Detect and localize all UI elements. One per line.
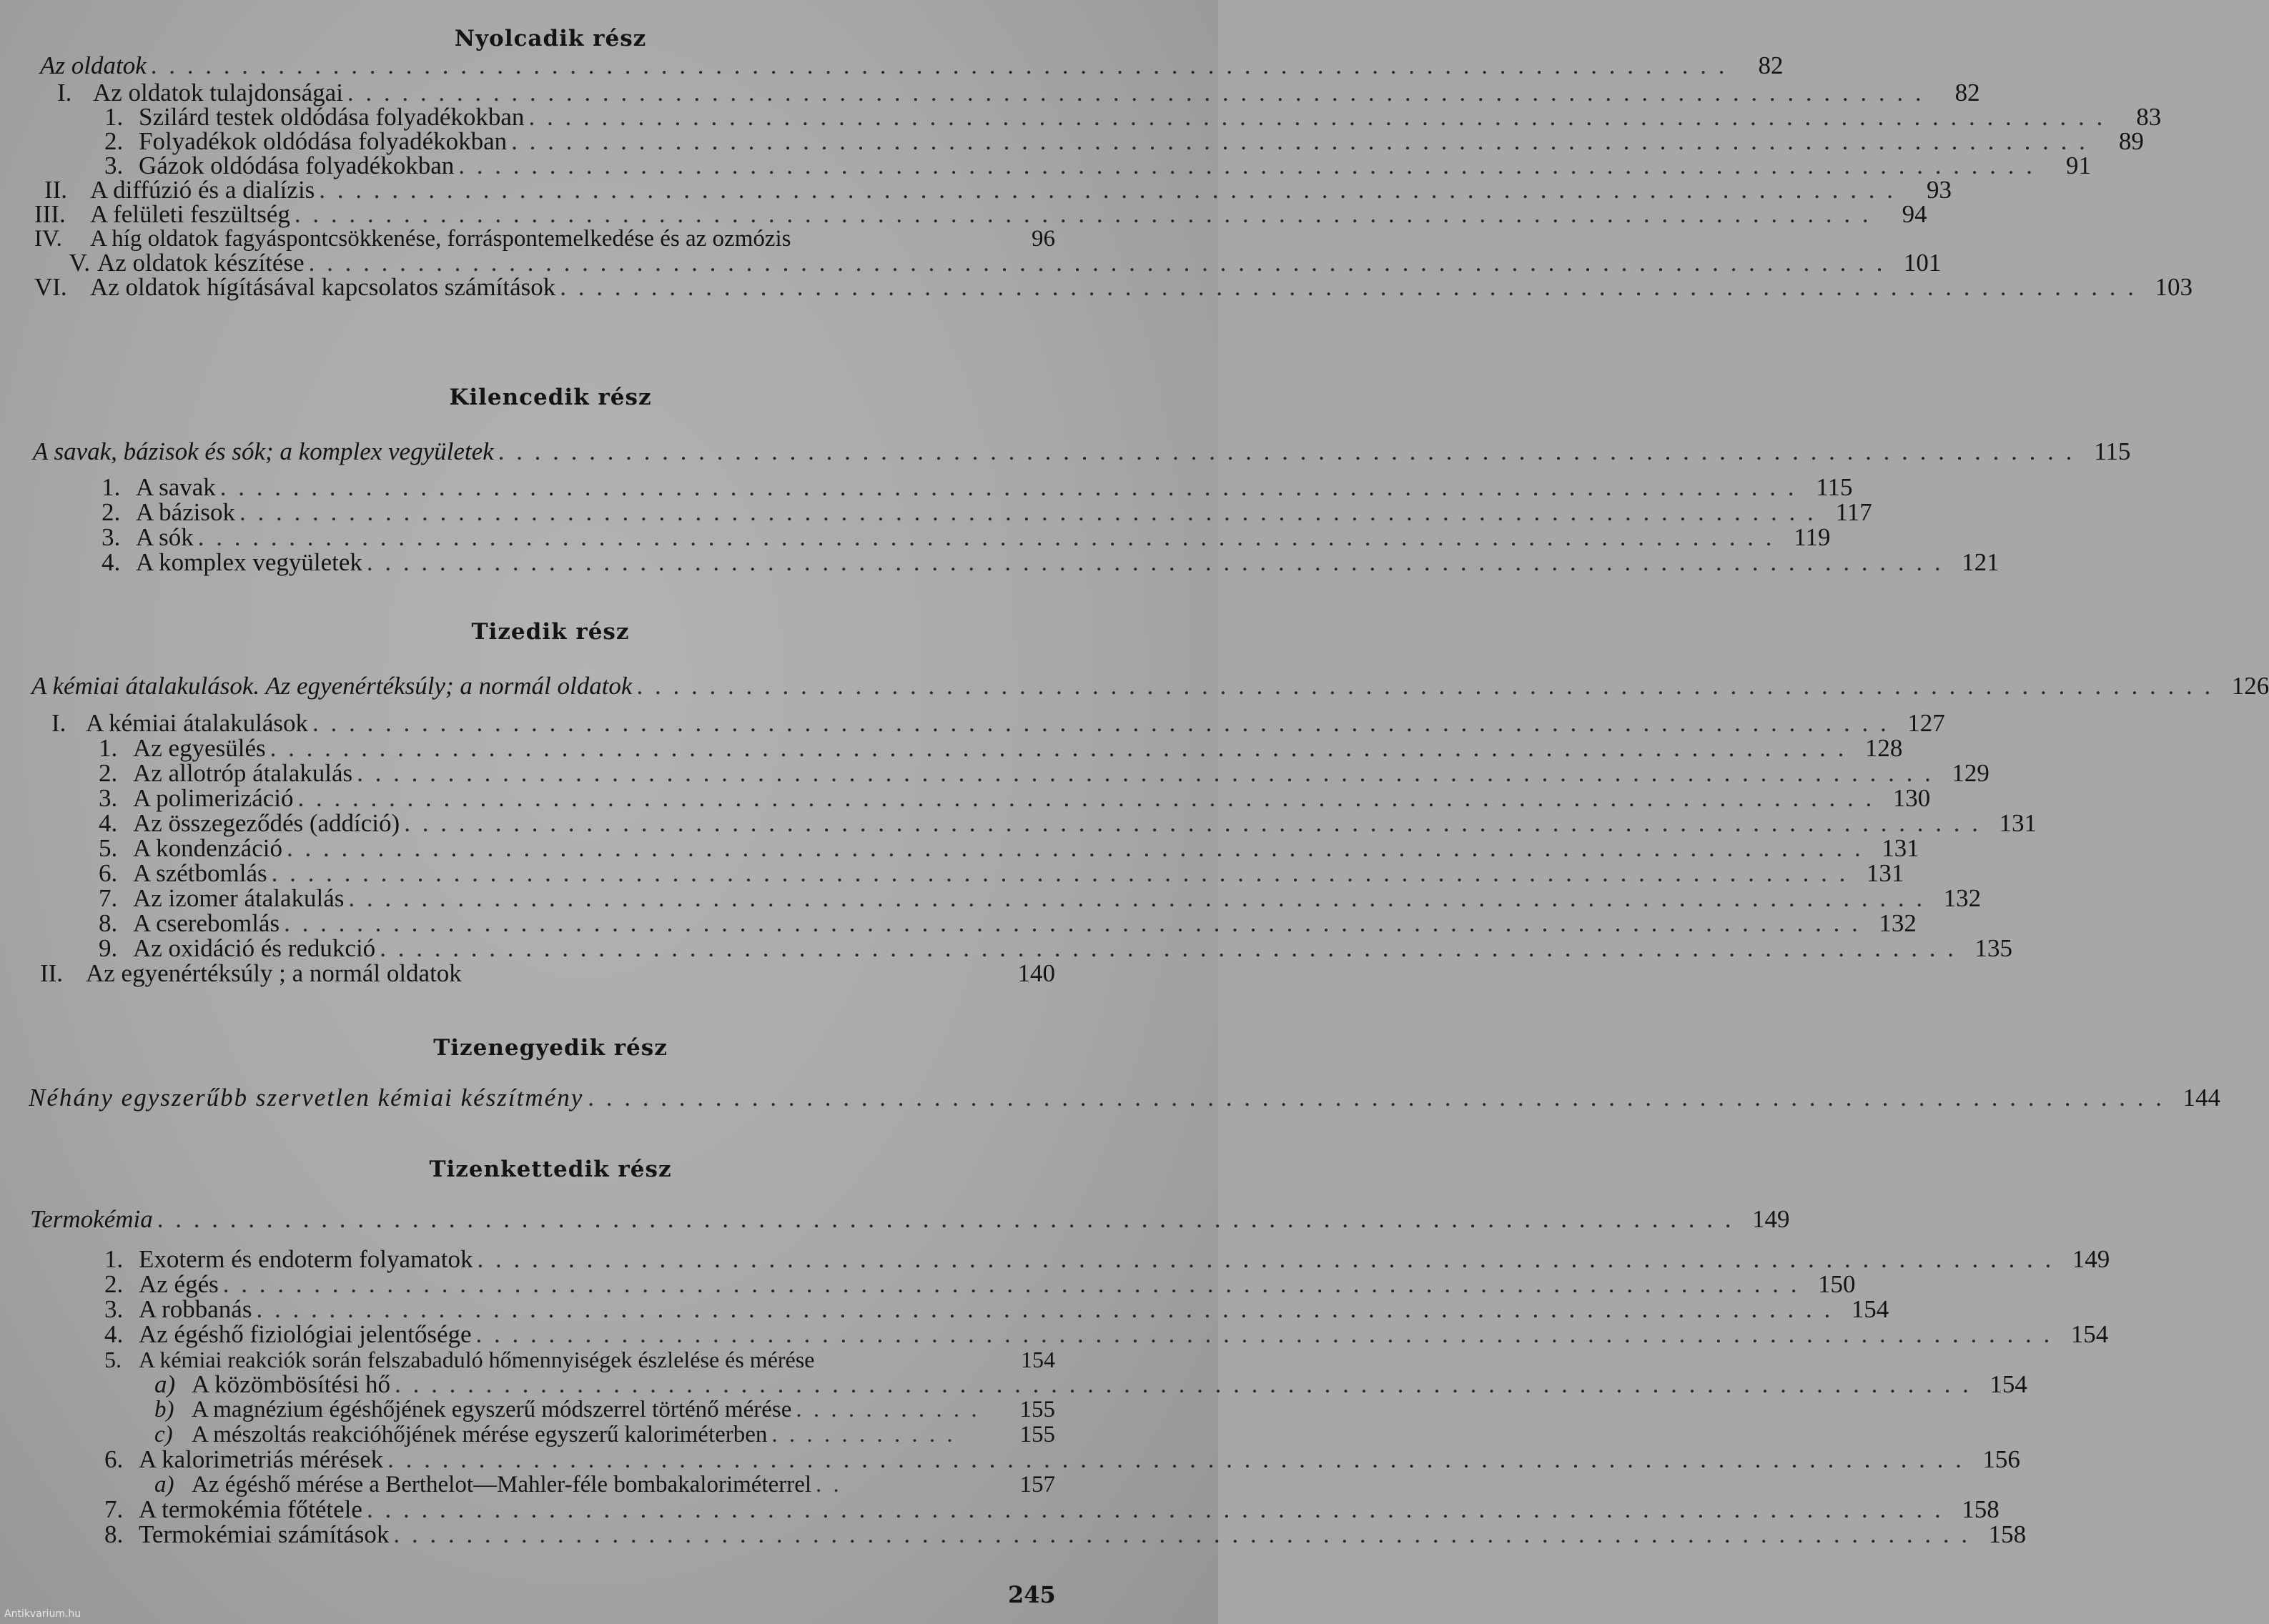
- entry-page: 131: [1866, 859, 1904, 887]
- entry-label: Az égéshő fiziológiai jelentősége: [139, 1320, 472, 1348]
- toc-entry: [30, 1205, 1790, 1233]
- entry-number: a): [154, 1472, 174, 1497]
- entry-label: Termokémia: [30, 1205, 153, 1233]
- toc-entry: [99, 784, 1931, 812]
- leader-dots: [466, 961, 999, 986]
- entry-label: Az izomer átalakulás: [133, 884, 345, 912]
- entry-label: A robbanás: [139, 1295, 252, 1323]
- entry-number: 9.: [99, 934, 118, 962]
- entry-number: I.: [51, 709, 66, 737]
- entry-page: 131: [1882, 834, 1919, 862]
- entry-number: 4.: [104, 1320, 124, 1348]
- toc-entry: [104, 1445, 2020, 1473]
- entry-label: A közömbösítési hő: [192, 1370, 391, 1398]
- entry-number: 1.: [104, 1245, 124, 1273]
- leader-dots: . . . . . . . . . . . . . . . . . . . . . . . . . . . . . . . . . . . . . . . . . . . . . . . . . . . . . . . . . . . . . . . . . . . . . . . . . . . . . . . . . . . . . . .: [222, 1270, 1800, 1298]
- leader-dots: . . . . . . . . . . . . . . . . . . . . . . . . . . . . . . . . . . . . . . . . . . . . . . . . . . . . . . . . . . . . . . . . . . . . . . . . . . . . . . . . . . . . . . .: [357, 759, 1934, 787]
- entry-number: V.: [69, 249, 90, 277]
- entry-page: 157: [1019, 1472, 1055, 1497]
- entry-page: 128: [1864, 734, 1903, 762]
- toc-entry: [154, 1370, 2027, 1398]
- entry-page: 132: [1943, 884, 1982, 912]
- toc-entry: [99, 834, 1919, 862]
- entry-number: 3.: [102, 523, 121, 551]
- leader-dots: . . . . . . . . . . . . . . . . . . . . . . . . . . . . . . . . . . . . . . . . . . . . . . . . . . . . . . . . . . . . . . . . . . . . . . . . . . . . . . . . . . . . . . .: [498, 437, 2075, 465]
- leader-dots: . . . . . . . . . . . . . . . . . . . . . . . . . . . . . . . . . . . . . . . . . . . . . . . . . . . . . . . . . . . . . . . . . . . . . . . . . . . . . . . . . . . . . . .: [239, 498, 1816, 526]
- entry-label: Az összegeződés (addíció): [133, 809, 400, 837]
- toc-entry: [104, 1245, 2110, 1273]
- entry-number: 3.: [99, 784, 118, 812]
- leader-dots: . . . . . . . . . . . . . . . . . . . . . . . . . . . . . . . . . . . . . . . . . . . . . . . . . . . . . . . . . . . . . . . . . . . . . . . . . . . . . . . . . . . . . . .: [219, 473, 1797, 501]
- toc-entry: [99, 909, 1917, 937]
- entry-page: 156: [1982, 1445, 2020, 1473]
- toc-entry: [31, 672, 2269, 700]
- entry-number: 2.: [99, 759, 118, 787]
- section-heading: Tizedik rész: [471, 619, 630, 645]
- leader-dots: . . . . . . . . . . .: [771, 1422, 956, 1447]
- entry-number: II.: [40, 959, 64, 987]
- entry-label: A szétbomlás: [133, 859, 267, 887]
- section-heading: Nyolcadik rész: [454, 26, 647, 51]
- entry-number: 7.: [104, 1495, 124, 1523]
- entry-page: 119: [1794, 523, 1831, 551]
- toc-entry: [34, 273, 2193, 301]
- toc-entry: [154, 1397, 1055, 1422]
- toc-entry: [40, 961, 1055, 986]
- entry-page: 127: [1907, 709, 1945, 737]
- entry-label: A kondenzáció: [133, 834, 282, 862]
- entry-label: Az oldatok készítése: [97, 249, 305, 277]
- toc-entry: [154, 1422, 1055, 1447]
- toc-entry: [34, 226, 1055, 252]
- page-number: 245: [1008, 1581, 1056, 1608]
- entry-page: 154: [2070, 1320, 2109, 1348]
- entry-label: Az egyesülés: [133, 734, 266, 762]
- entry-page: 82: [1758, 51, 1784, 79]
- toc-entry: [34, 200, 1927, 228]
- toc-entry: [104, 1295, 1889, 1323]
- toc-entry: [29, 1084, 2220, 1111]
- entry-page: 154: [1989, 1370, 2027, 1398]
- leader-dots: . . . . . . . . . . . . . . . . . . . . . . . . . . . . . . . . . . . . . . . . . . . . . . . . . . . . . . . . . . . . . . . . . . . . . . . . . . . . . . . . . . . . . . .: [393, 1520, 1971, 1548]
- entry-number: 2.: [104, 1270, 124, 1298]
- entry-label: Az oxidáció és redukció: [133, 934, 376, 962]
- entry-page: 115: [1816, 473, 1853, 501]
- leader-dots: . . . . . . . . . . . . . . . . . . . . . . . . . . . . . . . . . . . . . . . . . . . . . . . . . . . . . . . . . . . . . . . . . . . . . . . . . . . . . . . . . . . . . . .: [366, 1495, 1944, 1523]
- toc-entry: [99, 759, 1989, 787]
- entry-label: A termokémia főtétele: [139, 1495, 362, 1523]
- entry-page: 101: [1903, 249, 1942, 277]
- toc-entry: [104, 1347, 1055, 1372]
- toc-entry: [104, 127, 2144, 155]
- toc-entry: [104, 1495, 1999, 1523]
- leader-dots: . . . . . . . . . . . . . . . . . . . . . . . . . . . . . . . . . . . . . . . . . . . . . . . . . . . . . . . . . . . . . . . . . . . . . . . . . . . . . . . . . . . . . . .: [270, 734, 1847, 762]
- leader-dots: . . . . . . . . . . . . . . . . . . . . . . . . . . . . . . . . . . . . . . . . . . . . . . . . . . . . . . . . . . . . . . . . . . . . . . . . . . . . . . . . . . . . . . .: [319, 176, 1897, 204]
- toc-entry: [104, 1520, 2027, 1548]
- leader-dots: . . . . . . . . . . . . . . . . . . . . . . . . . . . . . . . . . . . . . . . . . . . . . . . . . . . . . . . . . . . . . . . . . . . . . . . . . . . . . . . . . . . . . . .: [157, 1205, 1734, 1233]
- toc-entry: [44, 176, 1952, 204]
- entry-label: Az egyenértéksúly ; a normál oldatok: [86, 959, 462, 987]
- leader-dots: . . . . . . . . . . . . . . . . . . . . . . . . . . . . . . . . . . . . . . . . . . . . . . . . . . . . . . . . . . . . . . . . . . . . . . . . . . . . . . . . . . . . . . .: [297, 784, 1875, 812]
- watermark: Antikvarium.hu: [4, 1608, 81, 1620]
- toc-entry: [104, 1270, 1856, 1298]
- entry-label: A savak: [136, 473, 216, 501]
- toc-entry: [102, 548, 1999, 576]
- entry-page: 158: [1962, 1495, 1999, 1523]
- entry-page: 132: [1879, 909, 1917, 937]
- entry-label: A mészoltás reakcióhőjének mérése egyszerű kaloriméterben: [192, 1422, 768, 1447]
- entry-label: A kémiai reakciók során felszabaduló hőmennyiségek észlelése és mérése: [139, 1347, 815, 1372]
- entry-number: 2.: [102, 498, 121, 526]
- entry-label: A sók: [136, 523, 194, 551]
- leader-dots: . . . . . . . . . . . . . . . . . . . . . . . . . . . . . . . . . . . . . . . . . . . . . . . . . . . . . . . . . . . . . . . . . . . . . . . . . . . . . . . . . . . . . . .: [366, 548, 1944, 576]
- leader-dots: . . . . . . . . . . . . . . . . . . . . . . . . . . . . . . . . . . . . . . . . . . . . . . . . . . . . . . . . . . . . . . . . . . . . . . . . . . . . . . . . . . . . . . .: [294, 200, 1872, 228]
- entry-label: A kémiai átalakulások: [86, 709, 309, 737]
- leader-dots: . . . . . . . . . . . . . . . . . . . . . . . . . . . . . . . . . . . . . . . . . . . . . . . . . . . . . . . . . . . . . . . . . . . . . . . . . . . . . . . . . . . . . . .: [387, 1445, 1964, 1473]
- entry-number: 4.: [102, 548, 121, 576]
- leader-dots: . . . . . . . . . . . . . . . . . . . . . . . . . . . . . . . . . . . . . . . . . . . . . . . . . . . . . . . . . . . . . . . . . . . . . . . . . . . . . . . . . . . . . . .: [475, 1320, 2053, 1348]
- entry-page: 155: [1019, 1422, 1055, 1447]
- section-heading: Tizenkettedik rész: [429, 1157, 672, 1182]
- entry-label: A cserebomlás: [133, 909, 280, 937]
- leader-dots: . .: [816, 1472, 842, 1497]
- toc-entry: [34, 249, 1942, 277]
- toc-entry: [99, 809, 2037, 837]
- entry-number: 8.: [99, 909, 118, 937]
- leader-dots: . . . . . . . . . . . . . . . . . . . . . . . . . . . . . . . . . . . . . . . . . . . . . . . . . . . . . . . . . . . . . . . . . . . . . . . . . . . . . . . . . . . . . . .: [395, 1370, 1972, 1398]
- entry-page: 121: [1962, 548, 1999, 576]
- entry-page: 91: [2066, 152, 2091, 179]
- leader-dots: . . . . . . . . . . . . . . . . . . . . . . . . . . . . . . . . . . . . . . . . . . . . . . . . . . . . . . . . . . . . . . . . . . . . . . . . . . . . . . . . . . . . . . .: [458, 152, 2035, 179]
- entry-page: 96: [1032, 226, 1055, 252]
- entry-label: A bázisok: [136, 498, 236, 526]
- toc-entry: [104, 1320, 2109, 1348]
- entry-number: 8.: [104, 1520, 124, 1548]
- toc-entry: [102, 473, 1853, 501]
- entry-page: 126: [2231, 672, 2269, 700]
- leader-dots: . . . . . . . . . . . . . . . . . . . . . . . . . . . . . . . . . . . . . . . . . . . . . . . . . . . . . . . . . . . . . . . . . . . . . . . . . . . . . . . . . . . . . . .: [588, 1084, 2165, 1111]
- entry-label: A polimerizáció: [133, 784, 294, 812]
- entry-number: VI.: [34, 273, 67, 301]
- entry-label: Az oldatok hígításával kapcsolatos számítások: [90, 273, 556, 301]
- leader-dots: . . . . . . . . . . . . . . . . . . . . . . . . . . . . . . . . . . . . . . . . . . . . . . . . . . . . . . . . . . . . . . . . . . . . . . . . . . . . . . . . . . . . . . .: [380, 934, 1957, 962]
- entry-number: III.: [34, 200, 66, 228]
- toc-entry: [99, 934, 2012, 962]
- entry-number: 6.: [99, 859, 118, 887]
- entry-page: 82: [1954, 79, 1980, 107]
- entry-page: 154: [1851, 1295, 1889, 1323]
- entry-number: 4.: [99, 809, 118, 837]
- entry-label: Az oldatok: [40, 51, 147, 79]
- entry-page: 150: [1818, 1270, 1856, 1298]
- toc-entry: [99, 884, 1982, 912]
- leader-dots: . . . . . . . . . . . . . . . . . . . . . . . . . . . . . . . . . . . . . . . . . . . . . . . . . . . . . . . . . . . . . . . . . . . . . . . . . . . . . . . . . . . . . . .: [347, 79, 1924, 107]
- leader-dots: . . . . . . . . . . . . . . . . . . . . . . . . . . . . . . . . . . . . . . . . . . . . . . . . . . . . . . . . . . . . . . . . . . . . . . . . . . . . . . . . . . . . . . .: [404, 809, 1981, 837]
- section-heading: Kilencedik rész: [449, 385, 652, 410]
- entry-page: 155: [1019, 1397, 1055, 1422]
- leader-dots: . . . . . . . . . . . . . . . . . . . . . . . . . . . . . . . . . . . . . . . . . . . . . . . . . . . . . . . . . . . . . . . . . . . . . . . . . . . . . . . . . . . . . . .: [284, 909, 1861, 937]
- entry-page: 115: [2094, 437, 2131, 465]
- entry-label: A magnézium égéshőjének egyszerű módszerrel történő mérése: [192, 1397, 792, 1422]
- entry-page: 158: [1988, 1520, 2027, 1548]
- entry-label: A kalorimetriás mérések: [139, 1445, 384, 1473]
- entry-label: Folyadékok oldódása folyadékokban: [139, 127, 508, 155]
- entry-number: a): [154, 1370, 176, 1398]
- entry-label: Gázok oldódása folyadékokban: [139, 152, 455, 179]
- entry-number: c): [154, 1422, 173, 1447]
- entry-number: 1.: [99, 734, 118, 762]
- entry-page: 103: [2155, 273, 2193, 301]
- entry-page: 154: [1021, 1347, 1055, 1372]
- entry-page: 149: [1752, 1205, 1790, 1233]
- leader-dots: . . . . . . . . . . . . . . . . . . . . . . . . . . . . . . . . . . . . . . . . . . . . . . . . . . . . . . . . . . . . . . . . . . . . . . . . . . . . . . . . . . . . . . .: [348, 884, 1926, 912]
- toc-entry: [102, 498, 1872, 526]
- entry-label: A felületi feszültség: [90, 200, 290, 228]
- leader-dots: . . . . . . . . . . . . . . . . . . . . . . . . . . . . . . . . . . . . . . . . . . . . . . . . . . . . . . . . . . . . . . . . . . . . . . . . . . . . . . . . . . . . . . .: [256, 1295, 1834, 1323]
- leader-dots: . . . . . . . . . . . . . . . . . . . . . . . . . . . . . . . . . . . . . . . . . . . . . . . . . . . . . . . . . . . . . . . . . . . . . . . . . . . . . . . . . . . . . . .: [197, 523, 1775, 551]
- entry-number: 1.: [104, 103, 124, 131]
- toc-entry: [99, 859, 1904, 887]
- leader-dots: . . . . . . . . . . . . . . . . . . . . . . . . . . . . . . . . . . . . . . . . . . . . . . . . . . . . . . . . . . . . . . . . . . . . . . . . . . . . . . . . . . . . . . .: [271, 859, 1849, 887]
- entry-number: 3.: [104, 1295, 124, 1323]
- leader-dots: . . . . . . . . . . . . . . . . . . . . . . . . . . . . . . . . . . . . . . . . . . . . . . . . . . . . . . . . . . . . . . . . . . . . . . . . . . . . . . . . . . . . . . .: [286, 834, 1864, 862]
- entry-page: 131: [1999, 809, 2037, 837]
- entry-page: 93: [1927, 176, 1952, 204]
- toc-entry: [57, 79, 1980, 107]
- leader-dots: . . . . . . . . . . . . . . . . . . . . . . . . . . . . . . . . . . . . . . . . . . . . . . . . . . . . . . . . . . . . . . . . . . . . . . . . . . . . . . . . . . . . . . .: [150, 51, 1728, 79]
- entry-number: 5.: [104, 1347, 122, 1372]
- entry-label: Exoterm és endoterm folyamatok: [139, 1245, 473, 1273]
- entry-label: Néhány egyszerűbb szervetlen kémiai készítmény: [29, 1084, 584, 1111]
- entry-label: Termokémiai számítások: [139, 1520, 390, 1548]
- entry-label: Az oldatok tulajdonságai: [93, 79, 343, 107]
- entry-label: Az égéshő mérése a Berthelot—Mahler-féle bombakaloriméterrel: [192, 1472, 812, 1497]
- entry-label: A kémiai átalakulások. Az egyenértéksúly; a normál oldatok: [31, 672, 633, 700]
- entry-label: A savak, bázisok és sók; a komplex vegyületek: [33, 437, 494, 465]
- entry-page: 129: [1952, 759, 1989, 787]
- toc-entry: [104, 152, 2091, 179]
- leader-dots: . . . . . . . . . . . . . . . . . . . . . . . . . . . . . . . . . . . . . . . . . . . . . . . . . . . . . . . . . . . . . . . . . . . . . . . . . . . . . . . . . . . . . . .: [636, 672, 2214, 700]
- toc-entry: [102, 523, 1831, 551]
- leader-dots: . . . . . . . . . . . . . . . . . . . . . . . . . . . . . . . . . . . . . . . . . . . . . . . . . . . . . . . . . . . . . . . . . . . . . . . . . . . . . . . . . . . . . . .: [312, 709, 1889, 737]
- entry-number: II.: [44, 176, 68, 204]
- toc-entry: [99, 734, 1903, 762]
- entry-page: 89: [2118, 127, 2144, 155]
- entry-page: 144: [2183, 1084, 2220, 1111]
- entry-number: I.: [57, 79, 72, 107]
- leader-dots: . . . . . . . . . . . . . . . . . . . . . . . . . . . . . . . . . . . . . . . . . . . . . . . . . . . . . . . . . . . . . . . . . . . . . . . . . . . . . . . . . . . . . . .: [511, 127, 2088, 155]
- toc-entry: [51, 709, 1945, 737]
- entry-page: 135: [1974, 934, 2012, 962]
- leader-dots: . . . . . . . . . . . . . . . . . . . . . . . . . . . . . . . . . . . . . . . . . . . . . . . . . . . . . . . . . . . . . . . . . . . . . . . . . . . . . . . . . . . . . . .: [308, 249, 1886, 277]
- entry-label: Az égés: [139, 1270, 219, 1298]
- toc-entry: [40, 51, 1784, 79]
- leader-dots: . . . . . . . . . . . . . . . . . . . . . . . . . . . . . . . . . . . . . . . . . . . . . . . . . . . . . . . . . . . . . . . . . . . . . . . . . . . . . . . . . . . . . . .: [477, 1245, 2055, 1273]
- entry-number: 2.: [104, 127, 124, 155]
- toc-entry: [104, 103, 2162, 131]
- section-heading: Tizenegyedik rész: [433, 1035, 668, 1061]
- leader-dots: . . . . . . . . . . .: [796, 1397, 980, 1422]
- entry-number: 7.: [99, 884, 118, 912]
- entry-number: 5.: [99, 834, 118, 862]
- leader-dots: . . . . . . . . . . . . . . . . . . . . . . . . . . . . . . . . . . . . . . . . . . . . . . . . . . . . . . . . . . . . . . . . . . . . . . . . . . . . . . . . . . . . . . .: [528, 103, 2106, 131]
- entry-page: 83: [2136, 103, 2162, 131]
- entry-label: A diffúzió és a dialízis: [90, 176, 315, 204]
- toc-entry: [154, 1472, 1055, 1497]
- entry-label: A komplex vegyületek: [136, 548, 362, 576]
- toc-entry: [33, 437, 2131, 465]
- entry-number: IV.: [34, 226, 62, 252]
- entry-number: 3.: [104, 152, 124, 179]
- entry-label: Az allotróp átalakulás: [133, 759, 353, 787]
- entry-page: 130: [1892, 784, 1931, 812]
- entry-page: 140: [1017, 959, 1055, 987]
- entry-label: Szilárd testek oldódása folyadékokban: [139, 103, 525, 131]
- entry-number: 1.: [102, 473, 121, 501]
- entry-label: A híg oldatok fagyáspontcsökkenése, forráspontemelkedése és az ozmózis: [90, 226, 791, 252]
- leader-dots: . . . . . . . . . . . . . . . . . . . . . . . . . . . . . . . . . . . . . . . . . . . . . . . . . . . . . . . . . . . . . . . . . . . . . . . . . . . . . . . . . . . . . . .: [560, 273, 2137, 301]
- entry-page: 149: [2072, 1245, 2110, 1273]
- entry-number: b): [154, 1397, 174, 1422]
- entry-page: 94: [1902, 200, 1927, 228]
- entry-page: 117: [1835, 498, 1872, 526]
- entry-number: 6.: [104, 1445, 124, 1473]
